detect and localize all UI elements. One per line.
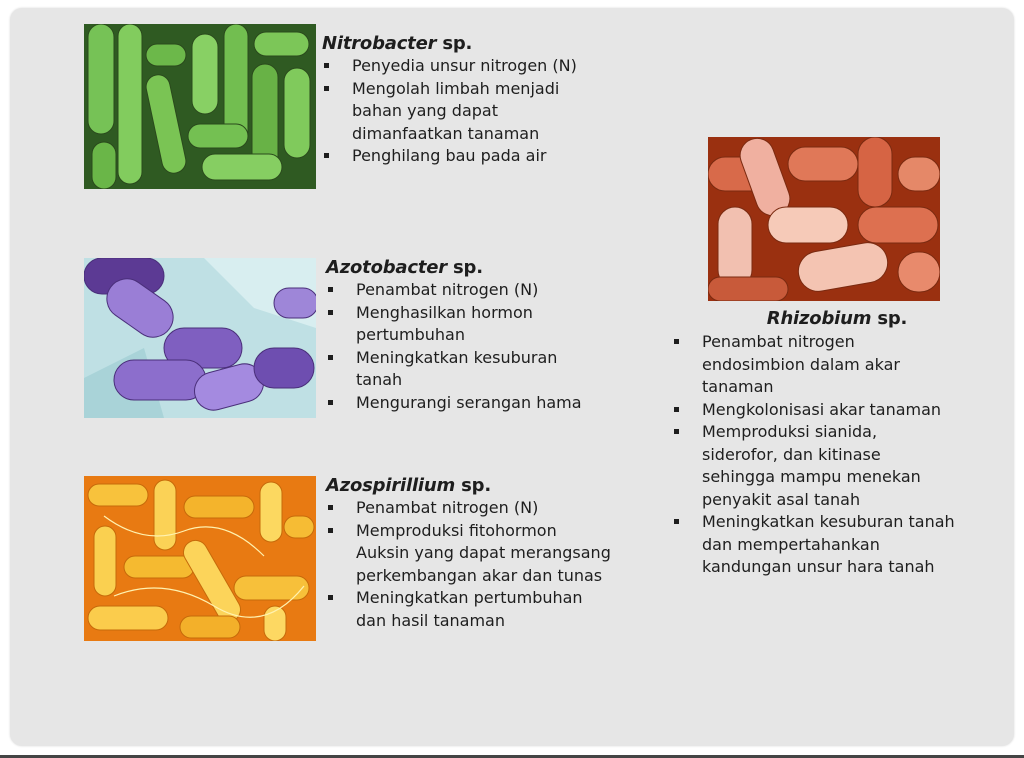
azotobacter-title: Azotobacter sp. — [326, 257, 483, 278]
list-item: Meningkatkan kesuburan tanah dan mempertahankan kandungan unsur hara tanah — [672, 511, 967, 579]
azospirillium-title: Azospirillium sp. — [326, 475, 491, 496]
list-item: Mengurangi serangan hama — [326, 392, 626, 415]
list-item: Penambat nitrogen (N) — [326, 497, 626, 520]
list-item: Penambat nitrogen (N) — [326, 279, 626, 302]
nitrobacter-photo — [84, 24, 316, 189]
azospirillium-card — [326, 475, 626, 632]
nitrobacter-list — [322, 55, 622, 168]
list-item: Mengolah limbah menjadi bahan yang dapat dimanfaatkan tanaman — [322, 78, 587, 146]
rhizobium-list — [672, 331, 982, 579]
azospirillium-list — [326, 497, 626, 632]
list-item: Penghilang bau pada air — [322, 145, 622, 168]
azotobacter-list — [326, 279, 626, 414]
list-item: Meningkatkan pertumbuhan dan hasil tanaman — [326, 587, 611, 632]
nitrobacter-title: Nitrobacter sp. — [322, 33, 473, 54]
azotobacter-photo — [84, 258, 316, 418]
rhizobium-title: Rhizobium sp. — [766, 308, 908, 329]
rhizobium-photo — [708, 137, 940, 301]
azotobacter-card — [326, 257, 626, 414]
azospirillium-photo — [84, 476, 316, 641]
list-item: Mengkolonisasi akar tanaman — [672, 399, 982, 422]
rhizobium-card — [672, 308, 982, 579]
list-item: Menghasilkan hormon pertumbuhan — [326, 302, 566, 347]
list-item: Meningkatkan kesuburan tanah — [326, 347, 596, 392]
nitrobacter-card — [322, 33, 622, 168]
list-item: Penyedia unsur nitrogen (N) — [322, 55, 622, 78]
list-item: Memproduksi fitohormon Auksin yang dapat merangsang perkembangan akar dan tunas — [326, 520, 611, 588]
list-item: Memproduksi sianida, siderofor, dan kitinase sehingga mampu menekan penyakit asal tanah — [672, 421, 952, 511]
list-item: Penambat nitrogen endosimbion dalam akar tanaman — [672, 331, 922, 399]
